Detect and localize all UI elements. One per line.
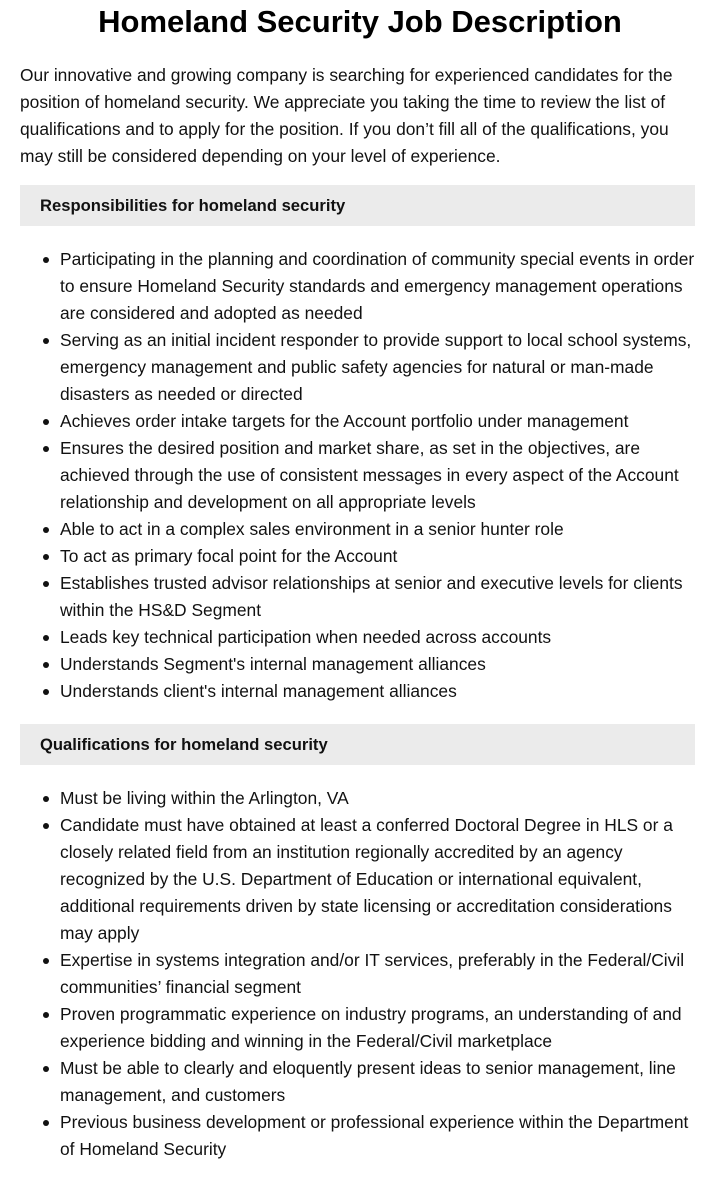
list-item-text: Establishes trusted advisor relationships at senior and executive levels for clients within the HS&D Segment (60, 573, 683, 620)
bullet-icon (43, 823, 49, 829)
responsibilities-list (20, 246, 700, 705)
qualifications-section (0, 724, 720, 1163)
qualifications-list (20, 785, 700, 1163)
list-item (20, 246, 700, 327)
bullet-icon (43, 1120, 49, 1126)
list-item-text: Candidate must have obtained at least a conferred Doctoral Degree in HLS or a closely related field from an institution regionally accredited by an agency recognized by the U.S. Department of Education or international equivalent, additional requirements driven by state licensing or accreditation considerations may apply (60, 815, 673, 943)
bullet-icon (43, 257, 49, 263)
list-item (20, 543, 700, 570)
list-item (20, 516, 700, 543)
list-item (20, 785, 700, 812)
list-item-text: Understands Segment's internal management alliances (60, 654, 486, 674)
list-item (20, 1055, 700, 1109)
bullet-icon (43, 581, 49, 587)
list-item-text: Ensures the desired position and market share, as set in the objectives, are achieved through the use of consistent messages in every aspect of the Account relationship and development on all appropriate levels (60, 438, 679, 512)
list-item (20, 651, 700, 678)
list-item-text: Expertise in systems integration and/or IT services, preferably in the Federal/Civil communities’ financial segment (60, 950, 685, 997)
bullet-icon (43, 419, 49, 425)
bullet-icon (43, 338, 49, 344)
list-item (20, 812, 700, 947)
bullet-icon (43, 689, 49, 695)
list-item-text: Proven programmatic experience on industry programs, an understanding of and experience bidding and winning in the Federal/Civil marketplace (60, 1004, 682, 1051)
bullet-icon (43, 1066, 49, 1072)
list-item-text: Leads key technical participation when needed across accounts (60, 627, 552, 647)
list-item-text: Serving as an initial incident responder to provide support to local school systems, emergency management and public safety agencies for natural or man-made disasters as needed or directed (60, 330, 692, 404)
list-item-text: Achieves order intake targets for the Account portfolio under management (60, 411, 629, 431)
bullet-icon (43, 958, 49, 964)
bullet-icon (43, 446, 49, 452)
list-item (20, 435, 700, 516)
list-item-text: Previous business development or professional experience within the Department of Homeland Security (60, 1112, 689, 1159)
list-item (20, 678, 700, 705)
list-item (20, 947, 700, 1001)
bullet-icon (43, 796, 49, 802)
bullet-icon (43, 635, 49, 641)
responsibilities-heading: Responsibilities for homeland security (20, 185, 695, 226)
list-item-text: Participating in the planning and coordination of community special events in order to ensure Homeland Security standards and emergency management operations are considered and adopted as needed (60, 249, 695, 323)
list-item (20, 408, 700, 435)
intro-paragraph: Our innovative and growing company is searching for experienced candidates for the position of homeland security. We appreciate you taking the time to review the list of qualifications and to apply for the position. If you don’t fill all of the qualifications, you may still be considered depending on your level of experience. (20, 65, 673, 166)
bullet-icon (43, 554, 49, 560)
list-item (20, 1001, 700, 1055)
list-item (20, 327, 700, 408)
bullet-icon (43, 1012, 49, 1018)
list-item-text: Understands client's internal management alliances (60, 681, 457, 701)
responsibilities-section (0, 185, 720, 705)
list-item (20, 570, 700, 624)
list-item-text: Must be able to clearly and eloquently present ideas to senior management, line management, and customers (60, 1058, 676, 1105)
list-item-text: To act as primary focal point for the Account (60, 546, 398, 566)
bullet-icon (43, 662, 49, 668)
bullet-icon (43, 527, 49, 533)
page-title: Homeland Security Job Description (98, 4, 622, 39)
list-item (20, 1109, 700, 1163)
list-item (20, 624, 700, 651)
qualifications-heading: Qualifications for homeland security (20, 724, 695, 765)
list-item-text: Must be living within the Arlington, VA (60, 788, 349, 808)
list-item-text: Able to act in a complex sales environment in a senior hunter role (60, 519, 564, 539)
